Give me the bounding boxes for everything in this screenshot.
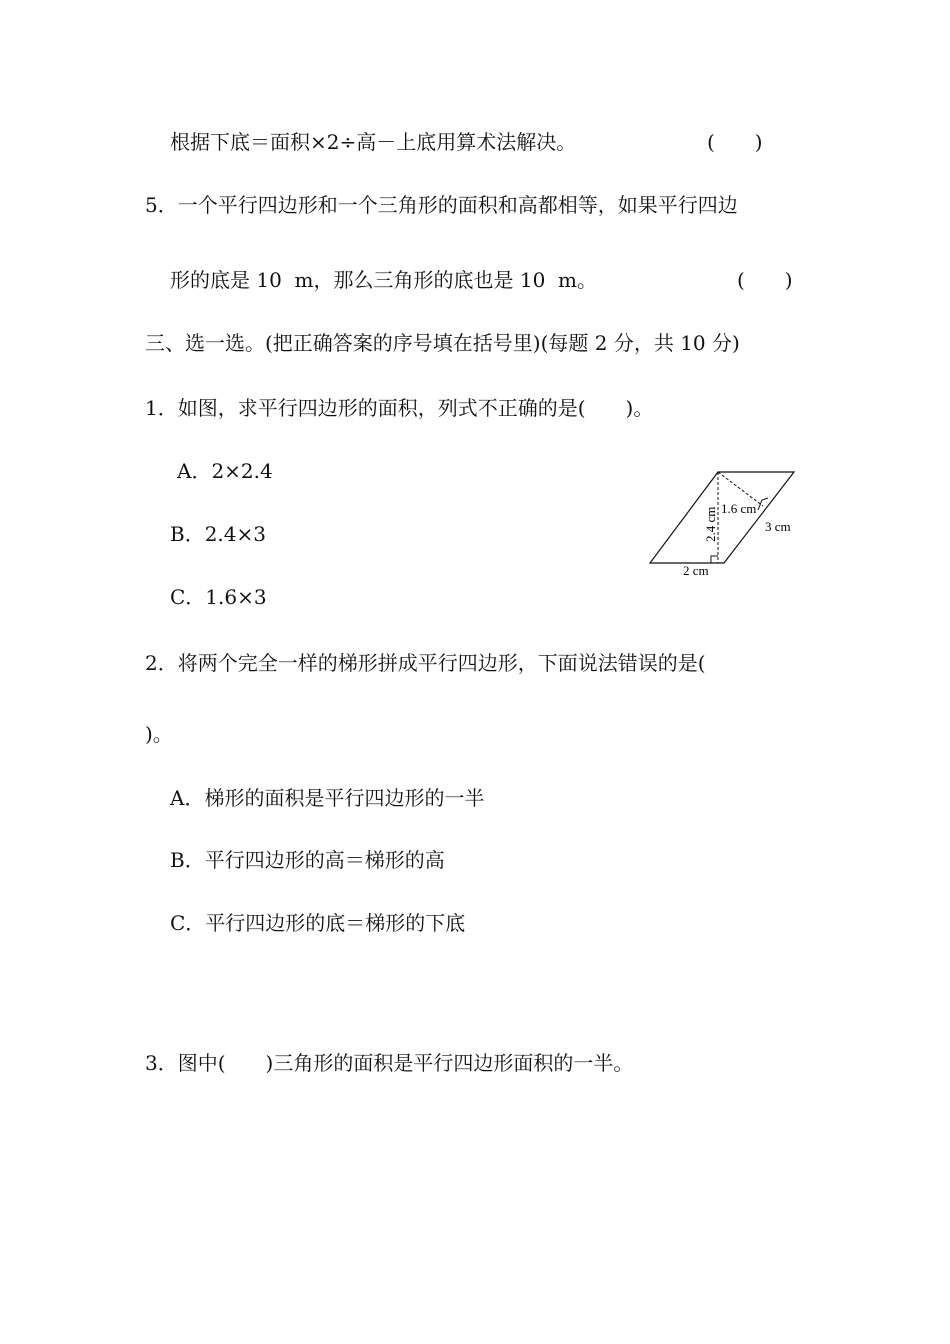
item5-line2: 形的底是 10 m，那么三角形的底也是 10 m。: [170, 268, 597, 292]
label-inner: 1.6 cm: [721, 501, 757, 516]
label-height: 2.4 cm: [703, 506, 718, 542]
q1-stem: 1．如图，求平行四边形的面积，列式不正确的是( )。: [145, 396, 654, 420]
q2-option-a[interactable]: A．梯形的面积是平行四边形的一半: [170, 786, 485, 810]
item5-answer-parens[interactable]: ( ): [737, 268, 793, 292]
item5-line1: 5．一个平行四边形和一个三角形的面积和高都相等，如果平行四边: [145, 193, 738, 217]
item4-text: 根据下底＝面积×2÷高－上底用算术法解决。: [170, 130, 577, 154]
q2-option-c[interactable]: C．平行四边形的底＝梯形的下底: [170, 911, 466, 935]
label-side: 3 cm: [765, 519, 791, 534]
q2-option-b[interactable]: B．平行四边形的高＝梯形的高: [170, 848, 445, 872]
q1-option-c[interactable]: C．1.6×3: [170, 585, 267, 609]
label-base: 2 cm: [683, 563, 709, 578]
height-right-angle: [711, 556, 718, 563]
q1-option-b[interactable]: B．2.4×3: [170, 522, 266, 546]
q3-stem: 3．图中( )三角形的面积是平行四边形面积的一半。: [145, 1051, 634, 1075]
q1-option-a[interactable]: A．2×2.4: [177, 459, 273, 483]
q2-stem-line1: 2．将两个完全一样的梯形拼成平行四边形，下面说法错误的是(: [145, 651, 706, 675]
item4-answer-parens[interactable]: ( ): [707, 130, 763, 154]
section3-heading: 三、选一选。(把正确答案的序号填在括号里)(每题 2 分，共 10 分): [145, 331, 740, 355]
parallelogram-figure: [640, 462, 810, 587]
q2-stem-line2: )。: [145, 722, 173, 746]
parallelogram-outline: [650, 472, 794, 563]
